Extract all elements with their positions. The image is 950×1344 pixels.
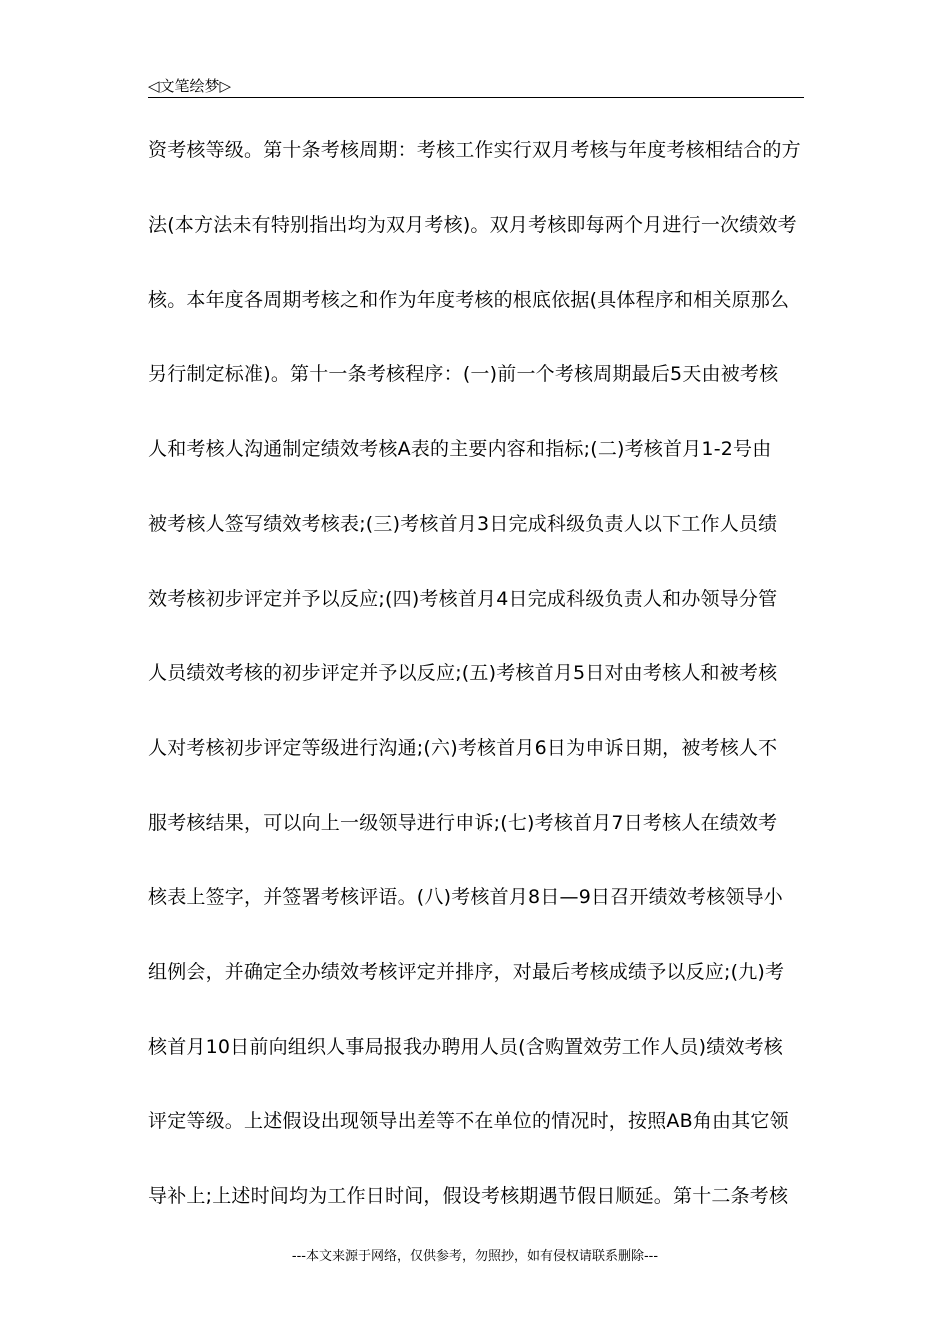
header-title: ◁文笔绘梦▷ [148,77,232,95]
body-line-8: 人员绩效考核的初步评定并予以反应;(五)考核首月5日对由考核人和被考核 [148,662,778,684]
body-line-4: 另行制定标准)。第十一条考核程序：(一)前一个考核周期最后5天由被考核 [148,363,779,385]
header-divider [148,97,804,98]
body-line-5: 人和考核人沟通制定绩效考核A表的主要内容和指标;(二)考核首月1-2号由 [148,438,772,460]
body-line-2: 法(本方法未有特别指出均为双月考核)。双月考核即每两个月进行一次绩效考 [148,214,797,236]
body-line-12: 组例会，并确定全办绩效考核评定并排序，对最后考核成绩予以反应;(九)考 [148,961,785,983]
footer-disclaimer: ---本文来源于网络，仅供参考，勿照抄，如有侵权请联系删除--- [291,1249,659,1264]
body-line-14: 评定等级。上述假设出现领导出差等不在单位的情况时，按照AB角由其它领 [148,1110,789,1132]
body-line-11: 核表上签字，并签署考核评语。(八)考核首月8日—9日召开绩效考核领导小 [148,886,784,908]
body-line-10: 服考核结果，可以向上一级领导进行申诉;(七)考核首月7日考核人在绩效考 [148,812,778,834]
body-line-7: 效考核初步评定并予以反应;(四)考核首月4日完成科级负责人和办领导分管 [148,588,778,610]
body-line-1: 资考核等级。第十条考核周期：考核工作实行双月考核与年度考核相结合的方 [148,139,801,161]
body-line-3: 核。本年度各周期考核之和作为年度考核的根底依据(具体程序和相关原那么 [148,289,790,311]
body-line-6: 被考核人签写绩效考核表;(三)考核首月3日完成科级负责人以下工作人员绩 [148,513,778,535]
body-line-9: 人对考核初步评定等级进行沟通;(六)考核首月6日为申诉日期，被考核人不 [148,737,778,759]
page-header [148,76,804,98]
body-line-13: 核首月10日前向组织人事局报我办聘用人员(含购置效劳工作人员)绩效考核 [148,1036,784,1058]
body-line-15: 导补上;上述时间均为工作日时间，假设考核期遇节假日顺延。第十二条考核 [148,1185,789,1207]
